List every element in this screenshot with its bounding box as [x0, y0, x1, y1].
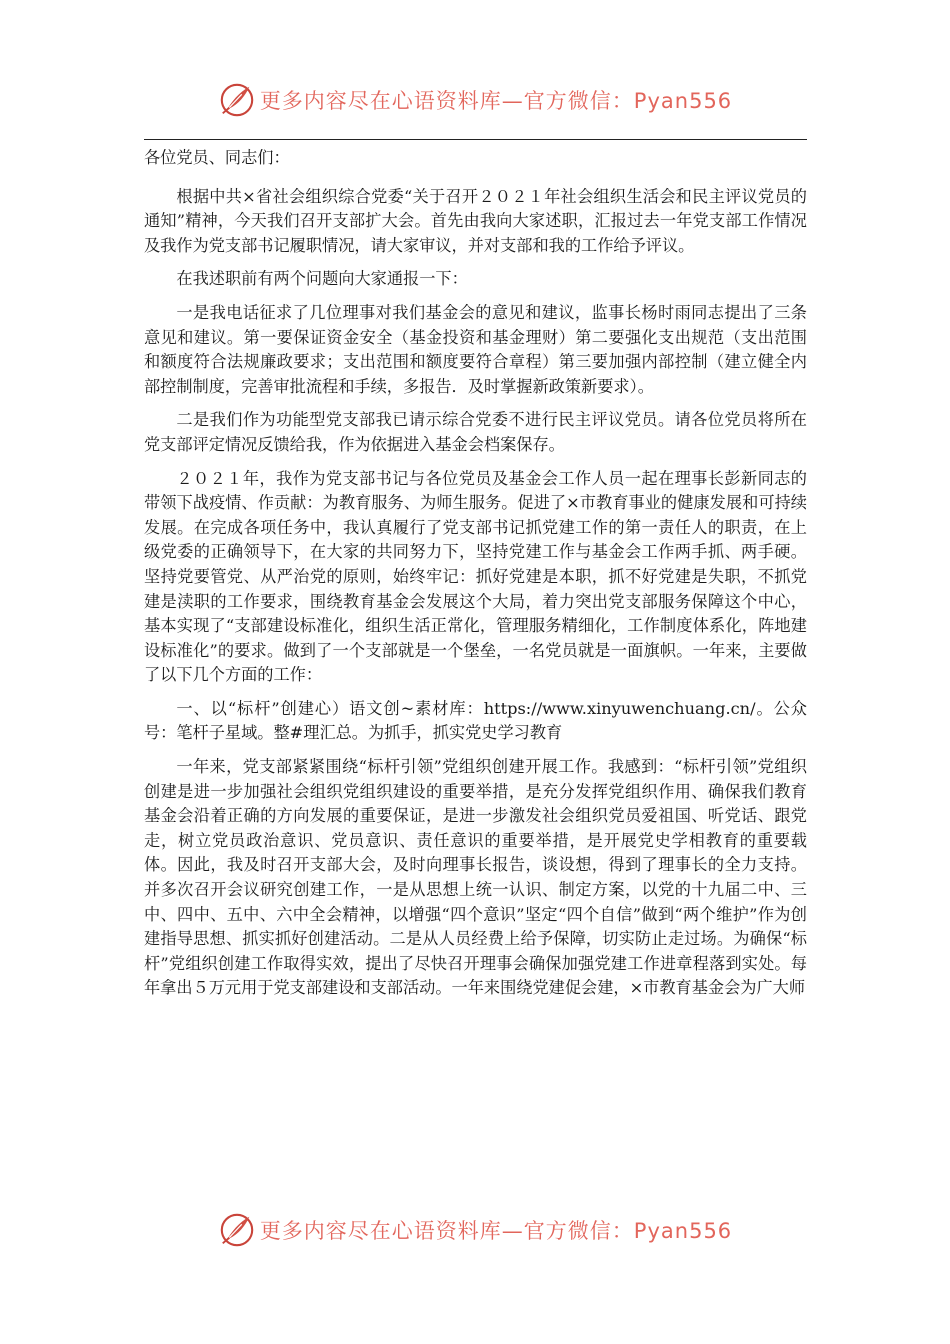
paragraph-intro: 根据中共×省社会组织综合党委“关于召开２０２１年社会组织生活会和民主评议党员的通知”精神，今天我们召开支部扩大会。首先由我向大家述职，汇报过去一年党支部工作情况及我作为党支部书记履职情况，请大家审议，并对支部和我的工作给予评议。 [144, 186, 807, 255]
paragraph-item-one: 一是我电话征求了几位理事对我们基金会的意见和建议，监事长杨时雨同志提出了三条意见和建议。第一要保证资金安全（基金投资和基金理财）第二要强化支出规范（支出范围和额度符合法规廉政要求；支出范围和额度要符合章程）第三要加强内部控制（建立健全内部控制制度，完善审批流程和手续，多报告．及时掌握新政策新要求）。 [144, 302, 807, 396]
section-heading-one: 一、以“标杆”创建心）语文创~素材库：https://www.xinyuwenchuang.cn/。公众号：笔杆子星域。整#理汇总。为抓手，抓实党史学习教育 [144, 698, 807, 743]
header-banner [0, 78, 950, 122]
paragraph-summary: ２０２１年，我作为党支部书记与各位党员及基金会工作人员一起在理事长彭新同志的带领下战疫情、作贡献：为教育服务、为师生服务。促进了×市教育事业的健康发展和可持续发展。在完成各项任务中，我认真履行了党支部书记抓党建工作的第一责任人的职责，在上级党委的正确领导下，在大家的共同努力下，坚持党建工作与基金会工作两手抓、两手硬。坚持党要管党、从严治党的原则，始终牢记：抓好党建是本职，抓不好党建是失职，不抓党建是渎职的工作要求，围绕教育基金会发展这个大局，着力突出党支部服务保障这个中心，基本实现了“支部建设标准化，组织生活正常化，管理服务精细化，工作制度体系化，阵地建设标准化”的要求。做到了一个支部就是一个堡垒，一名党员就是一面旗帜。一年来，主要做了以下几个方面的工作： [144, 468, 807, 685]
paragraph-section-one: 一年来，党支部紧紧围绕“标杆引领”党组织创建开展工作。我感到：“标杆引领”党组织创建是进一步加强社会组织党组织建设的重要举措，是充分发挥党组织作用、确保我们教育基金会沿着正确的方向发展的重要保证，是进一步激发社会组织党员爱祖国、听党话、跟党走，树立党员政治意识、党员意识、责任意识的重要举措，是开展党史学相教育的重要载体。因此，我及时召开支部大会，及时向理事长报告，谈设想，得到了理事长的全力支持。并多次召开会议研究创建工作，一是从思想上统一认识、制定方案，以党的十九届二中、三中、四中、五中、六中全会精神，以增强“四个意识”坚定“四个自信”做到“两个维护”作为创建指导思想、抓实抓好创建活动。二是从人员经费上给予保障，切实防止走过场。为确保“标杆”党组织创建工作取得实效，提出了尽快召开理事会确保加强党建工作进章程落到实处。每年拿出５万元用于党支部建设和支部活动。一年来围绕党建促会建，×市教育基金会为广大师 [144, 757, 807, 998]
feather-pen-logo-icon [218, 81, 256, 119]
paragraph-notice: 在我述职前有两个问题向大家通报一下： [176, 269, 468, 289]
banner-text: 更多内容尽在心语资料库—官方微信：Pyan556 [259, 1219, 733, 1243]
banner-text: 更多内容尽在心语资料库—官方微信：Pyan556 [259, 89, 733, 113]
footer-banner [0, 1208, 950, 1252]
document-body [144, 146, 807, 1001]
feather-pen-logo-icon [218, 1211, 256, 1249]
paragraph-item-two: 二是我们作为功能型党支部我已请示综合党委不进行民主评议党员。请各位党员将所在党支部评定情况反馈给我，作为依据进入基金会档案保存。 [144, 410, 807, 454]
header-divider [144, 139, 807, 140]
greeting: 各位党员、同志们： [144, 148, 290, 167]
